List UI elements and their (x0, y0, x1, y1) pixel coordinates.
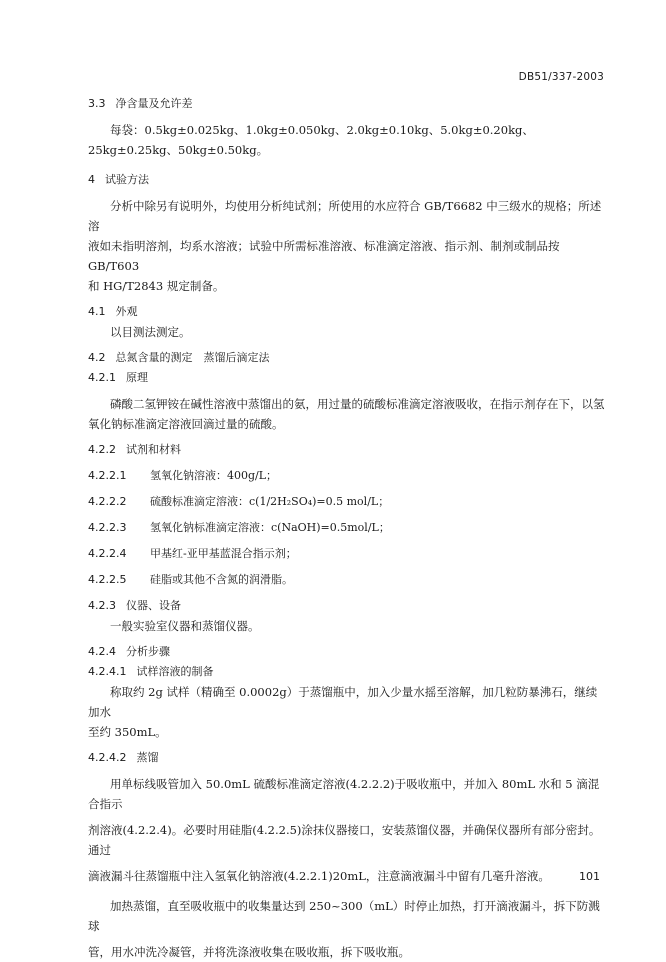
document-code: DB51/337-2003 (518, 71, 604, 83)
paragraph-distill-line-3: 滴液漏斗往蒸馏瓶中注入氢氧化钠溶液(4.2.2.1)20mL，注意滴液漏斗中留有几毫升溶液。 (88, 869, 550, 883)
heading-4-2-2: 4.2.2 试剂和材料 (88, 443, 181, 456)
reagent-item: 4.2.2.2 硫酸标准滴定溶液：c(1/2H₂SO₄)=0.5 mol/L； (88, 495, 390, 508)
heading-3-3: 3.3 净含量及允许差 (88, 97, 193, 110)
heading-4-2-4-2: 4.2.4.2 蒸馏 (88, 751, 159, 764)
heading-4-2: 4.2 总氮含量的测定 蒸馏后滴定法 (88, 351, 270, 364)
heading-4-2-4-1: 4.2.4.1 试样溶液的制备 (88, 665, 214, 678)
paragraph-distill-line-2: 剂溶液(4.2.2.4)。必要时用硅脂(4.2.2.5)涂抹仪器接口，安装蒸馏仪器，并确保仪器所有部分密封。通过 (88, 823, 601, 857)
paragraph-distill-line-5: 管，用水冲洗冷凝管，并将洗涤液收集在吸收瓶，拆下吸收瓶。 (88, 945, 410, 959)
paragraph-distill-line-4: 加热蒸馏，直至吸收瓶中的收集量达到 250~300（mL）时停止加热，打开滴液漏斗，拆下防溅球 (88, 899, 600, 933)
paragraph-distill-line-1: 用单标线吸管加入 50.0mL 硫酸标准滴定溶液(4.2.2.2)于吸收瓶中，并加入 80mL 水和 5 滴混合指示 (88, 777, 600, 811)
reagent-item: 4.2.2.5 硅脂或其他不含氮的润滑脂。 (88, 573, 293, 586)
page-number: 101 (579, 870, 600, 883)
heading-4-2-4: 4.2.4 分析步骤 (88, 645, 170, 658)
heading-4-2-3: 4.2.3 仪器、设备 (88, 599, 181, 612)
paragraph-test-method-line-3: 和 HG/T2843 规定制备。 (88, 279, 225, 293)
paragraph-sample-line-1: 称取约 2g 试样（精确至 0.0002g）于蒸馏瓶中，加入少量水摇至溶解，加几粒防暴沸石，继续加水 (88, 685, 598, 719)
paragraph-principle-line-1: 磷酸二氢钾铵在碱性溶液中蒸馏出的氨，用过量的硫酸标准滴定溶液吸收，在指示剂存在下，以氢 (110, 397, 605, 411)
reagent-item: 4.2.2.3 氢氧化钠标准滴定溶液：c(NaOH)=0.5mol/L； (88, 521, 390, 534)
heading-4-2-1: 4.2.1 原理 (88, 371, 148, 384)
heading-4: 4 试验方法 (88, 173, 149, 186)
paragraph-principle-line-2: 氧化钠标准滴定溶液回滴过量的硫酸。 (88, 417, 284, 431)
reagent-item: 4.2.2.1 氢氧化钠溶液：400g/L； (88, 469, 278, 482)
paragraph-net-content: 每袋：0.5kg±0.025kg、1.0kg±0.050kg、2.0kg±0.10kg、5.0kg±0.20kg、25kg±0.25kg、50kg±0.50kg。 (88, 123, 534, 157)
paragraph-test-method-line-2: 液如未指明溶剂，均系水溶液；试验中所需标准溶液、标准滴定溶液、指示剂、制剂或制品按 GB/T603 (88, 239, 560, 273)
heading-4-1: 4.1 外观 (88, 305, 138, 318)
reagent-item: 4.2.2.4 甲基红-亚甲基蓝混合指示剂； (88, 547, 297, 560)
paragraph-test-method-line-1: 分析中除另有说明外，均使用分析纯试剂；所使用的水应符合 GB/T6682 中三级水的规格；所述溶 (88, 199, 602, 233)
document-body (88, 94, 608, 962)
paragraph-instruments: 一般实验室仪器和蒸馏仪器。 (110, 619, 260, 633)
paragraph-appearance: 以目测法测定。 (110, 325, 191, 339)
paragraph-sample-line-2: 至约 350mL。 (88, 725, 167, 739)
